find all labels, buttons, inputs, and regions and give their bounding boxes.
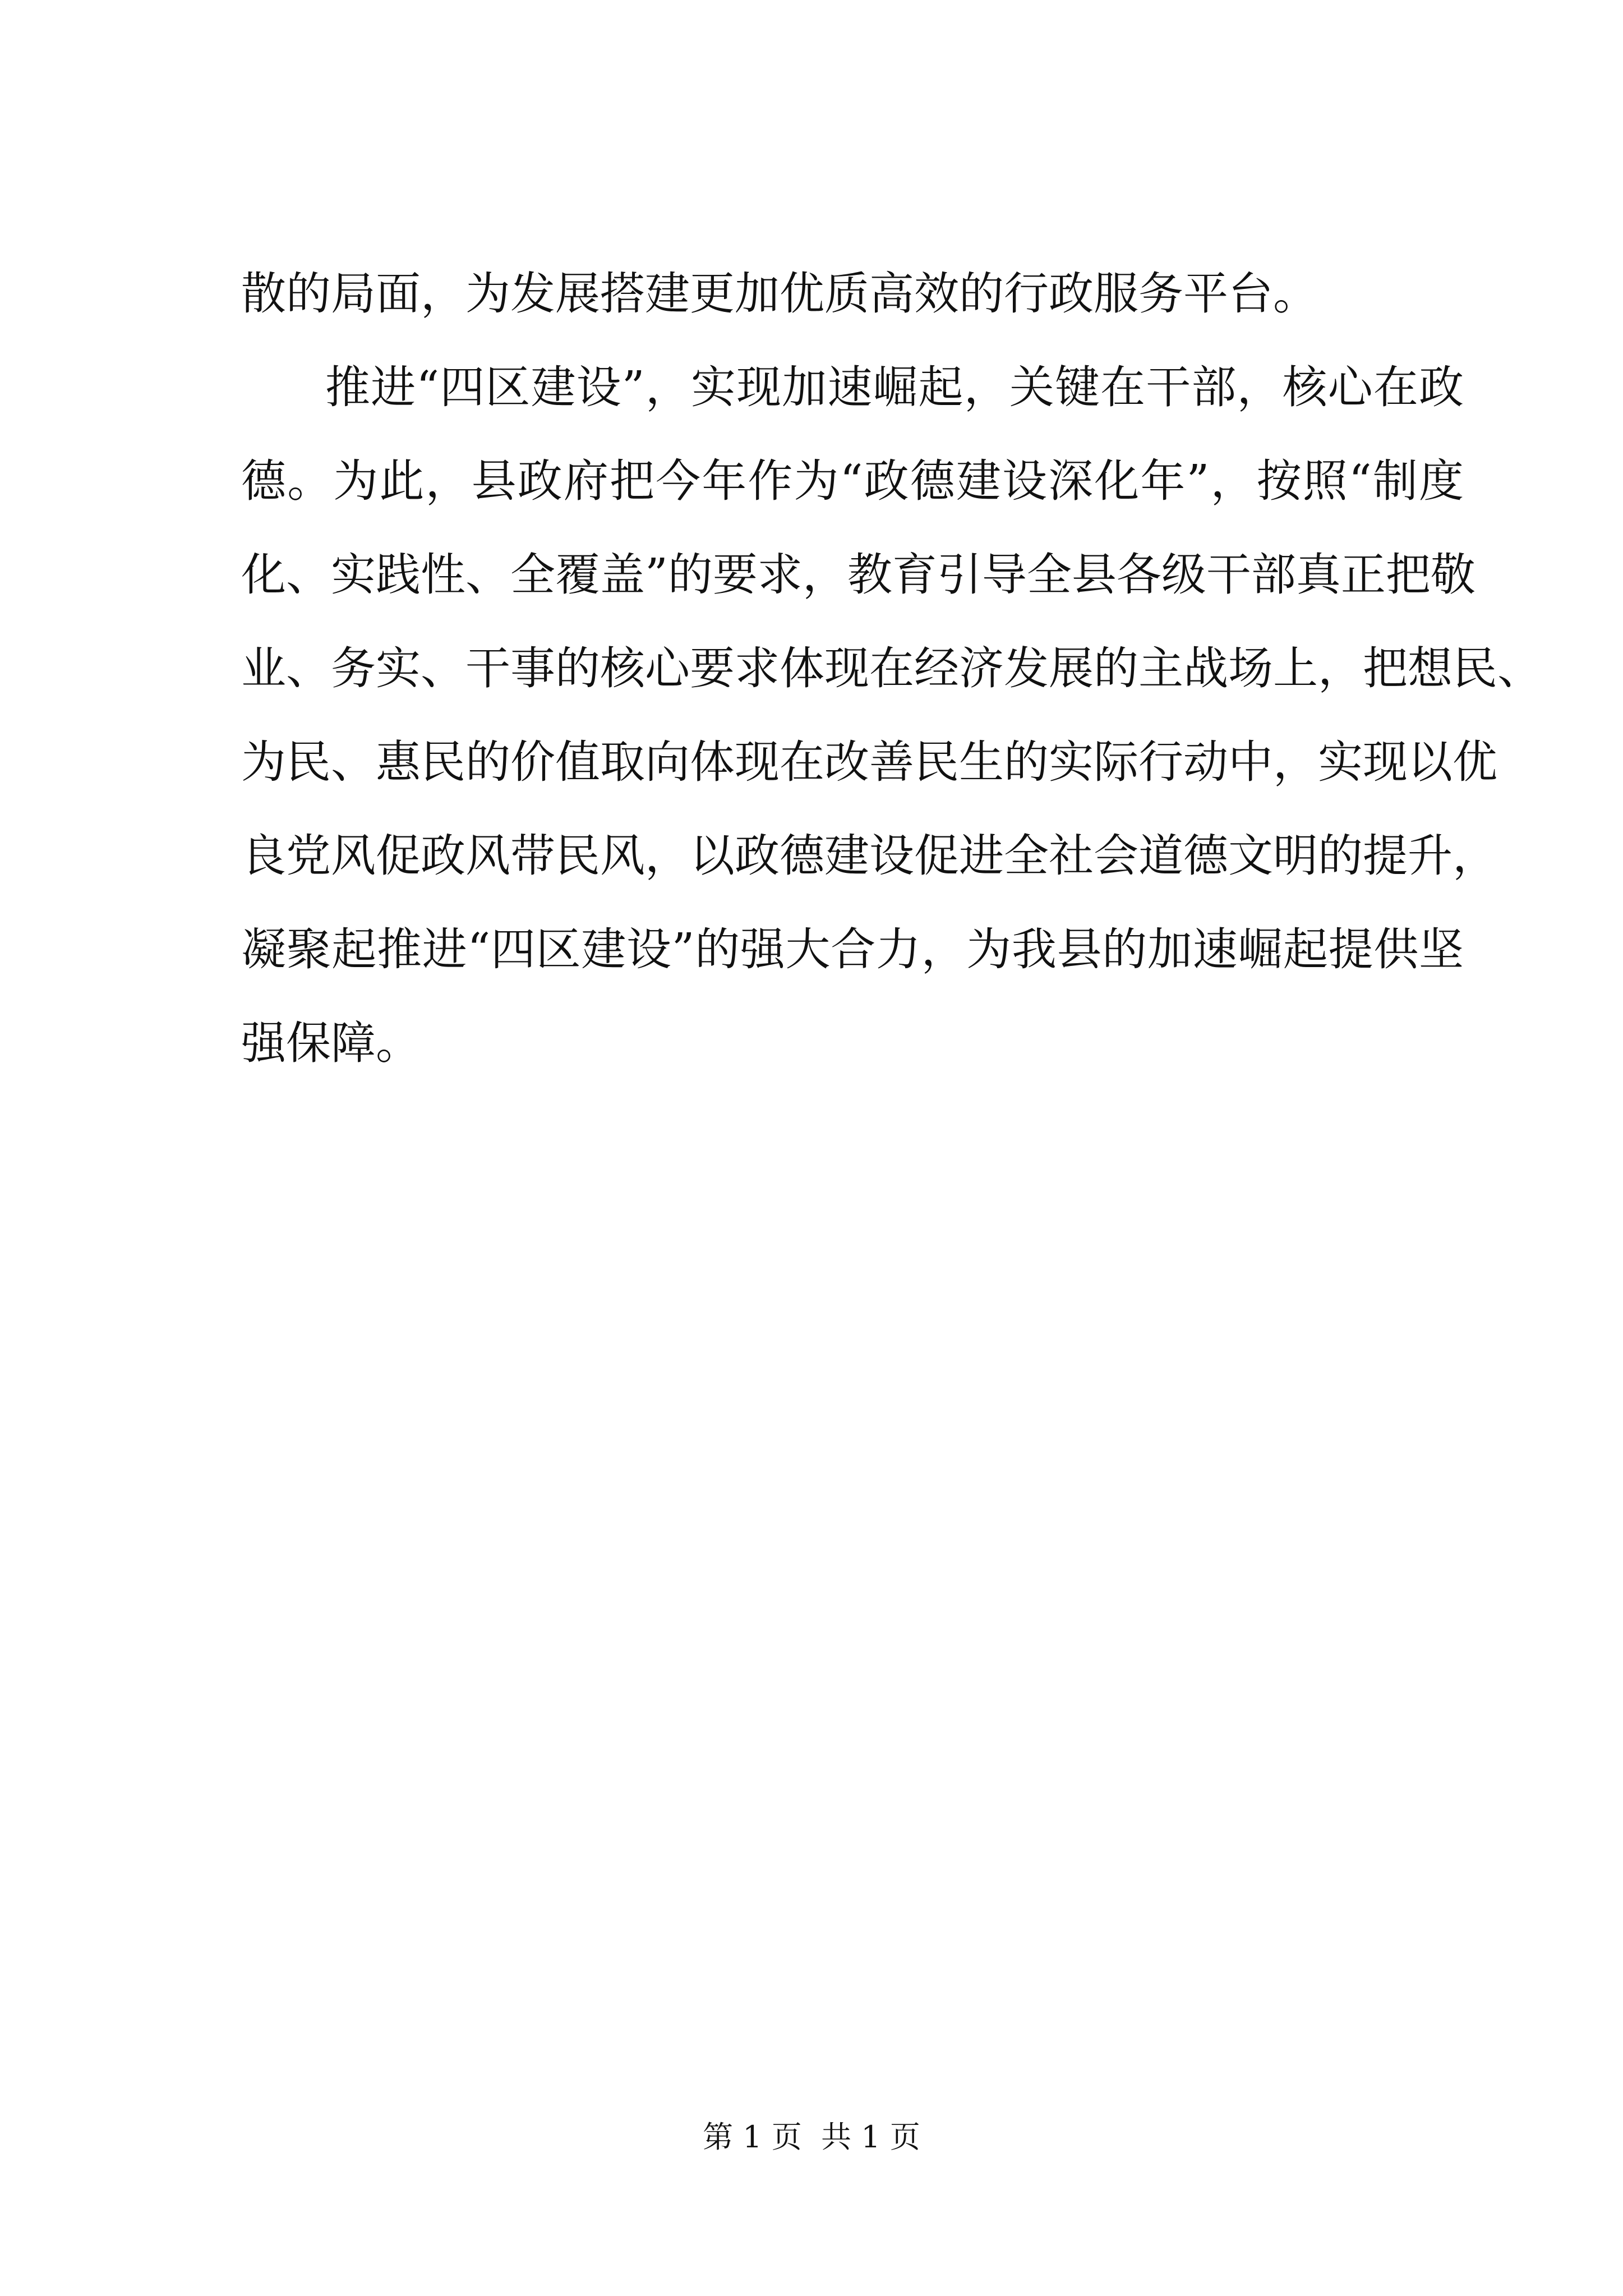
paragraph-line: 推进“四区建设”，实现加速崛起，关键在干部，核心在政 <box>325 361 1464 413</box>
page-number-label: 第 1 页 共 1 页 <box>703 2119 920 2155</box>
paragraph-line: 凝聚起推进“四区建设”的强大合力，为我县的加速崛起提供坚 <box>241 923 1464 976</box>
paragraph-line: 良党风促政风带民风，以政德建设促进全社会道德文明的提升， <box>241 830 1497 882</box>
paragraph-line: 化、实践性、全覆盖”的要求，教育引导全县各级干部真正把敬 <box>241 549 1476 601</box>
page-footer <box>0 2118 1623 2157</box>
paragraph-line: 强保障。 <box>241 1017 421 1069</box>
paragraph-line: 德。为此，县政府把今年作为“政德建设深化年”，按照“制度 <box>241 455 1464 507</box>
paragraph-line: 散的局面，为发展搭建更加优质高效的行政服务平台。 <box>241 268 1318 320</box>
paragraph-line: 业、务实、干事的核心要求体现在经济发展的主战场上，把想民、 <box>241 642 1542 694</box>
body-text <box>241 247 1542 1090</box>
paragraph-line: 为民、惠民的价值取向体现在改善民生的实际行动中，实现以优 <box>241 736 1497 788</box>
